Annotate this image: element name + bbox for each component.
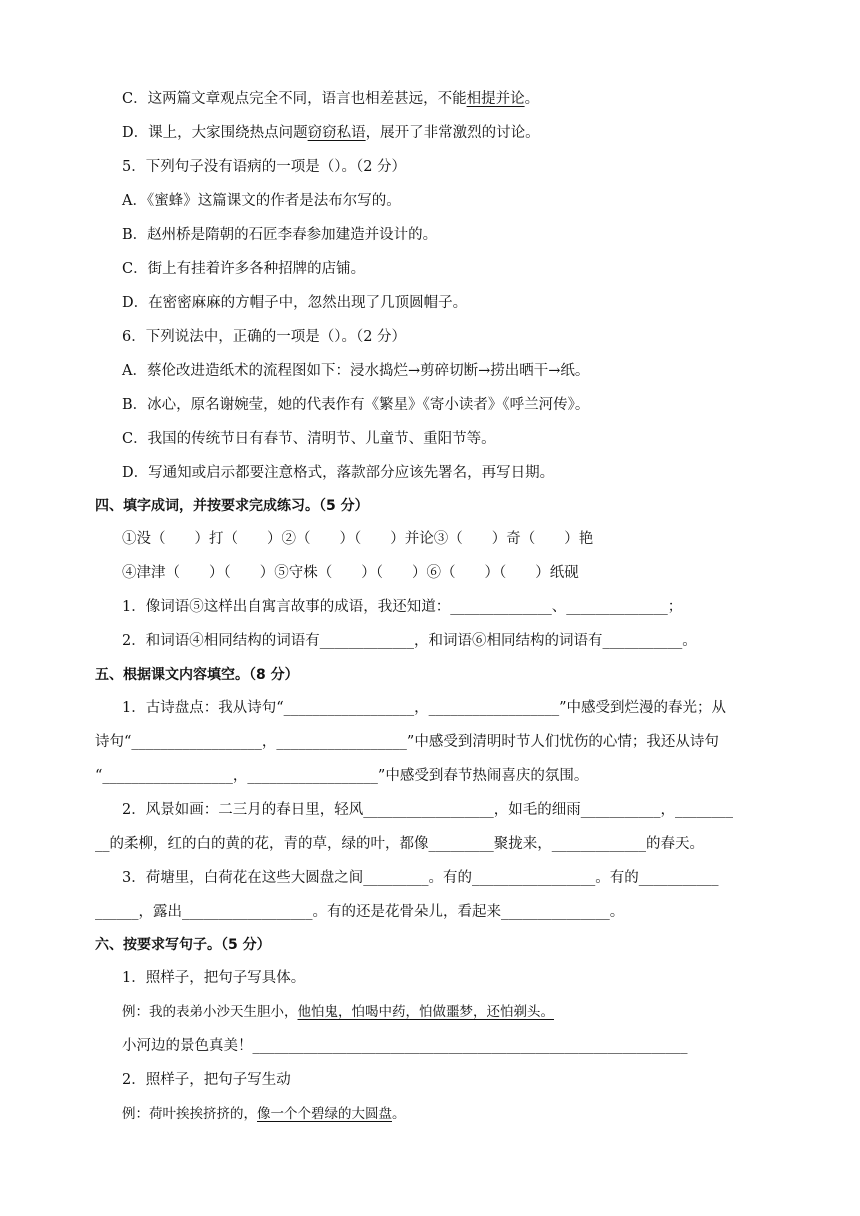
section-6-question-2: 2．照样子，把句子写生动 <box>122 1072 291 1088</box>
example-sentence-1: 例：我的表弟小沙天生胆小，他怕鬼，怕喝中药，怕做噩梦，还怕剃头。 <box>122 1004 554 1020</box>
section-5-heading: 五、根据课文内容填空。（8 分） <box>95 667 299 683</box>
q4-option-d: D．课上，大家围绕热点问题窃窃私语，展开了非常激烈的讨论。 <box>122 125 540 141</box>
q6-option-a: A．蔡伦改进造纸术的流程图如下：浸水捣烂→剪碎切断→捞出晒干→纸。 <box>122 363 590 379</box>
q5-stem: 5．下列句子没有语病的一项是（）。（2 分） <box>122 159 407 175</box>
underlined-idiom: 窃窃私语 <box>307 125 366 141</box>
q6-stem: 6．下列说法中，正确的一项是（）。（2 分） <box>122 329 407 345</box>
section-6-question-1: 1．照样子，把句子写具体。 <box>122 970 306 986</box>
section-5-line: __的柔柳，红的白的黄的花，青的草，绿的叶，都像_________聚拢来，_____________的春天。 <box>95 836 704 852</box>
section-5-line: 诗句“__________________，__________________”中感受到清明时节人们忧伤的心情；我还从诗句 <box>95 734 719 750</box>
q6-option-d: D．写通知或启示都要注意格式，落款部分应该先署名，再写日期。 <box>122 465 555 481</box>
example-sentence-2: 例：荷叶挨挨挤挤的，像一个个碧绿的大圆盘。 <box>122 1106 406 1122</box>
q6-option-b: B．冰心，原名谢婉莹，她的代表作有《繁星》《寄小读者》《呼兰河传》。 <box>122 397 590 413</box>
underlined-idiom: 相提并论 <box>466 91 525 107</box>
q6-option-c: C．我国的传统节日有春节、清明节、儿童节、重阳节等。 <box>122 431 496 447</box>
fill-words-row-1: ①没（ ）打（ ）②（ ）（ ）并论③（ ）奇（ ）艳 <box>122 531 594 547</box>
section-5-line: 2．风景如画：二三月的春日里，轻风__________________，如毛的细雨___________，________ <box>122 802 733 818</box>
section-4-question-2: 2．和词语④相同结构的词语有_____________，和词语⑥相同结构的词语有___________。 <box>122 633 697 649</box>
section-5-line: 3．荷塘里，白荷花在这些大圆盘之间_________。有的_________________。有的___________ <box>122 870 719 886</box>
fill-words-row-2: ④津津（ ）（ ）⑤守株（ ）（ ）⑥（ ）（ ）纸砚 <box>122 565 579 581</box>
q5-option-b: B．赵州桥是隋朝的石匠李春参加建造并设计的。 <box>122 227 438 243</box>
section-5-line: “__________________，__________________”中感受到春节热闹喜庆的氛围。 <box>95 768 589 784</box>
section-5-line: ______，露出__________________。有的还是花骨朵儿，看起来_______________。 <box>95 904 625 920</box>
q5-option-c: C．街上有挂着许多各种招牌的店铺。 <box>122 261 366 277</box>
q4-option-c: C．这两篇文章观点完全不同，语言也相差甚远，不能相提并论。 <box>122 91 540 107</box>
answer-line-1: 小河边的景色真美！____________________________________________________________ <box>122 1038 688 1054</box>
underlined-example: 像一个个碧绿的大圆盘 <box>257 1106 392 1122</box>
q5-option-a: A．《蜜蜂》这篇课文的作者是法布尔写的。 <box>122 193 401 209</box>
section-5-line: 1．古诗盘点：我从诗句“__________________，__________________”中感受到烂漫的春光；从 <box>122 700 727 716</box>
section-4-heading: 四、填字成词，并按要求完成练习。（5 分） <box>95 498 369 514</box>
section-4-question-1: 1．像词语⑤这样出自寓言故事的成语，我还知道：______________、______________； <box>122 599 683 615</box>
q5-option-d: D．在密密麻麻的方帽子中，忽然出现了几顶圆帽子。 <box>122 295 468 311</box>
section-6-heading: 六、按要求写句子。（5 分） <box>95 937 271 953</box>
underlined-example: 他怕鬼，怕喝中药，怕做噩梦，还怕剃头。 <box>297 1004 554 1020</box>
